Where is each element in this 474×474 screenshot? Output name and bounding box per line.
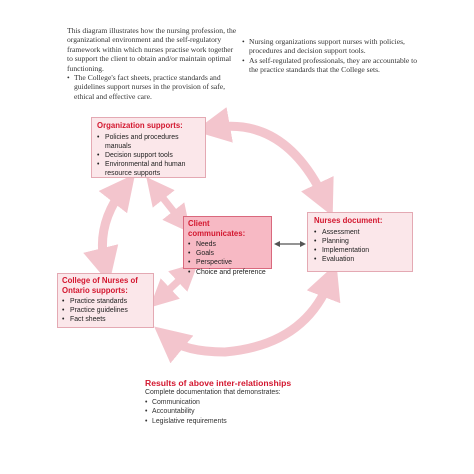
client-title: Client communicates:	[188, 219, 246, 238]
arrow-org-to-nurses	[212, 126, 325, 200]
results-title: Results of above inter-relationships	[145, 378, 292, 388]
bullet-icon: •	[314, 237, 317, 245]
list-item-text: Choice and preference	[196, 268, 266, 276]
list-item	[145, 398, 345, 407]
list-item-text: Fact sheets	[70, 316, 106, 324]
bullet-icon: •	[97, 161, 100, 169]
list-item	[62, 297, 149, 306]
bullet-icon: •	[314, 256, 317, 264]
list-item-text: Implementation	[322, 246, 370, 254]
client-communicates-box	[183, 216, 272, 276]
list-item-text: Practice standards	[70, 298, 128, 305]
bullet-icon: •	[242, 37, 245, 46]
bullet-icon: •	[188, 241, 191, 248]
results-section	[145, 378, 345, 426]
bullet-icon: •	[97, 133, 100, 141]
college-supports-box	[57, 273, 154, 328]
list-item	[97, 133, 200, 151]
bullet-icon: •	[314, 246, 317, 254]
organization-list	[97, 133, 200, 179]
list-item	[314, 228, 406, 237]
arrow-nurses-to-results	[168, 280, 330, 352]
list-item	[188, 249, 267, 258]
list-item-text: Needs	[196, 241, 216, 248]
nurses-title: Nurses document:	[314, 216, 383, 225]
list-item	[314, 246, 406, 255]
bullet-icon: •	[314, 228, 317, 236]
list-item	[145, 407, 345, 416]
bullet-icon: •	[62, 316, 65, 324]
list-item-text: Environmental and human resource supports	[105, 161, 186, 178]
college-list	[62, 297, 149, 325]
results-list	[145, 398, 345, 426]
intro-right-bullet-text: As self-regulated professionals, they are accountable to the practice standards that the College sets.	[249, 55, 418, 75]
list-item-text: Goals	[196, 250, 215, 258]
bullet-icon: •	[67, 73, 70, 83]
client-list	[188, 240, 267, 277]
list-item-text: Evaluation	[322, 256, 355, 264]
intro-paragraph: This diagram illustrates how the nursing profession, the organizational environment and the self-regulatory framework within which nurses practise work together to support the client to obtain and/or maintain optimal functioning.	[67, 26, 237, 73]
list-item-text: Practice guidelines	[70, 307, 128, 315]
bullet-icon: •	[242, 55, 245, 65]
organization-supports-box	[91, 117, 206, 178]
list-item	[145, 417, 345, 426]
bullet-icon: •	[145, 417, 148, 425]
organization-title: Organization supports:	[97, 121, 183, 130]
bullet-icon: •	[188, 268, 191, 276]
arrow-college-to-org	[102, 188, 124, 266]
list-item	[62, 315, 149, 324]
list-item	[314, 255, 406, 264]
list-item	[188, 258, 267, 267]
list-item	[314, 237, 406, 246]
bullet-icon: •	[188, 259, 191, 267]
list-item-text: Planning	[322, 237, 349, 245]
nurses-document-box	[307, 212, 413, 272]
list-item-text: Accountability	[152, 408, 195, 416]
list-item-text: Legislative requirements	[152, 417, 227, 425]
list-item	[97, 160, 200, 178]
bullet-icon: •	[145, 408, 148, 416]
college-title: College of Nurses of Ontario supports:	[62, 276, 138, 295]
results-subtitle: Complete documentation that demonstrates:	[145, 389, 281, 396]
list-item-text: Decision support tools	[105, 151, 173, 159]
arrow-org-client	[155, 188, 182, 222]
bullet-icon: •	[62, 298, 65, 305]
arrow-college-client	[160, 272, 188, 298]
list-item	[188, 268, 267, 277]
list-item-text: Perspective	[196, 259, 233, 267]
nurses-list	[314, 228, 406, 265]
list-item-text: Policies and procedures manuals	[105, 133, 179, 150]
list-item-text: Communication	[152, 399, 200, 406]
intro-left-bullet-text: The College's fact sheets, practice standards and guidelines support nurses in the provision of safe, ethical and effective care.	[74, 73, 226, 101]
list-item	[62, 306, 149, 315]
list-item	[97, 151, 200, 160]
bullet-icon: •	[97, 151, 100, 159]
list-item	[188, 240, 267, 249]
intro-right-bullet-text: Nursing organizations support nurses with policies, procedures and decision support tools.	[249, 37, 405, 56]
bullet-icon: •	[145, 399, 148, 406]
bullet-icon: •	[62, 307, 65, 315]
bullet-icon: •	[188, 250, 191, 258]
list-item-text: Assessment	[322, 228, 360, 236]
